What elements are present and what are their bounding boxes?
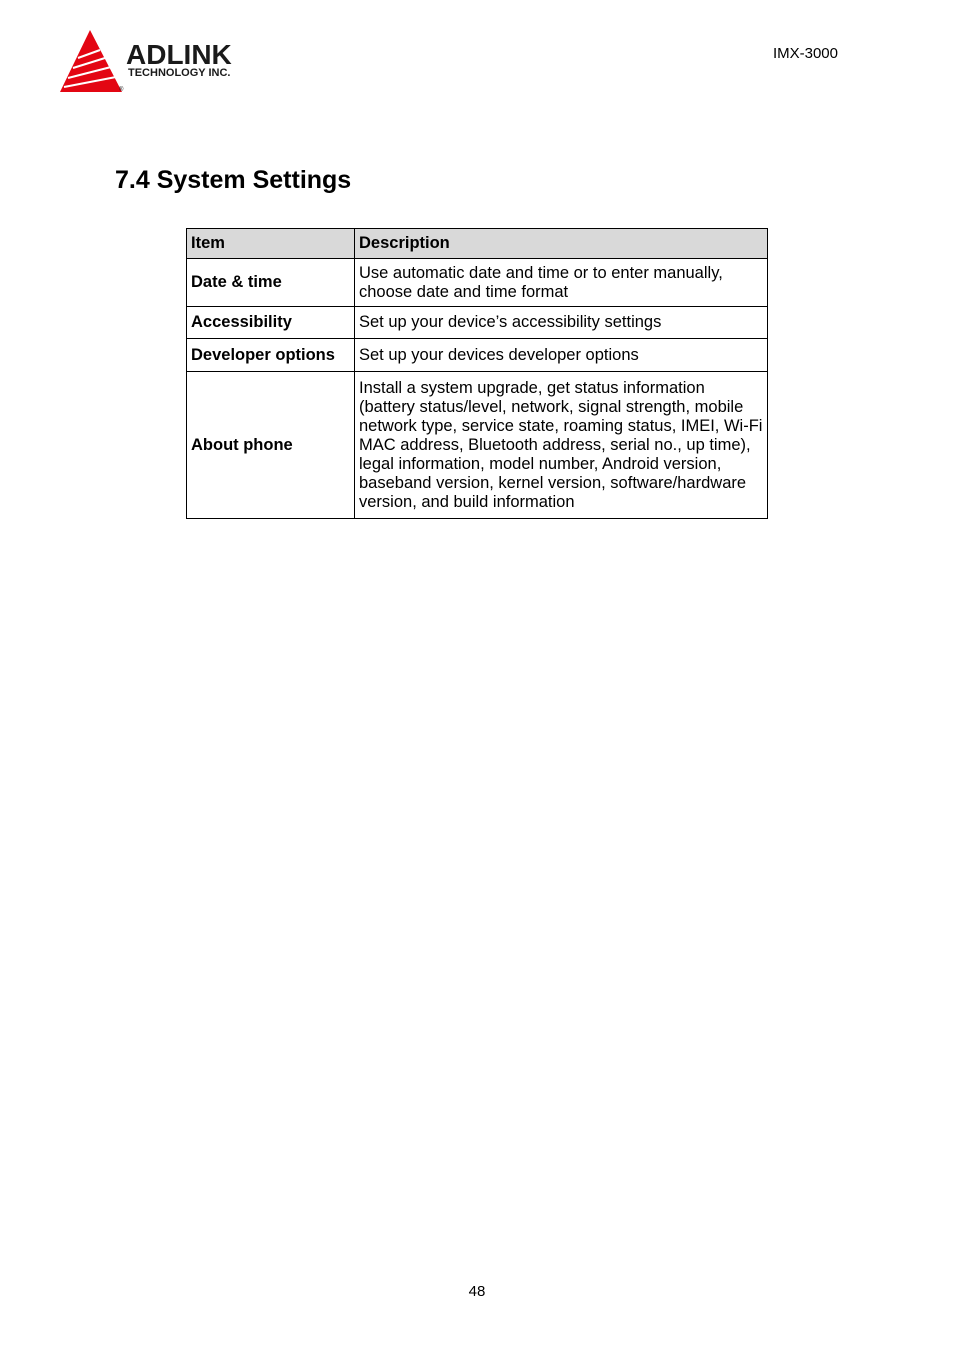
row-item: Date & time [187,259,355,307]
row-item: Accessibility [187,307,355,339]
document-id: IMX-3000 [772,45,838,62]
page-number: 48 [468,1283,486,1300]
row-description: Use automatic date and time or to enter manually, choose date and time format [355,259,768,307]
table-row [187,307,768,339]
column-header-description: Description [355,229,768,259]
logo-brand-text: ADLINK [126,39,232,70]
table-header-row [187,229,768,259]
system-settings-table [186,228,768,519]
logo-registered-mark: ® [119,87,124,93]
row-item: Developer options [187,339,355,372]
adlink-triangle-icon [56,28,268,96]
section-title: 7.4 System Settings [115,166,352,194]
column-header-item: Item [187,229,355,259]
logo-tagline-text: TECHNOLOGY INC. [128,67,231,79]
adlink-logo [56,28,268,96]
table-row [187,372,768,519]
row-description: Install a system upgrade, get status information (battery status/level, network, signal strength, mobile network type, service state, roaming status, IMEI, Wi-Fi MAC address, Bluetooth address, serial no., up time), legal information, model number, Android version, baseband version, kernel version, software/hardware version, and build information [355,372,768,519]
row-item: About phone [187,372,355,519]
table-row [187,339,768,372]
table-row [187,259,768,307]
row-description: Set up your devices developer options [355,339,768,372]
row-description: Set up your device’s accessibility settings [355,307,768,339]
